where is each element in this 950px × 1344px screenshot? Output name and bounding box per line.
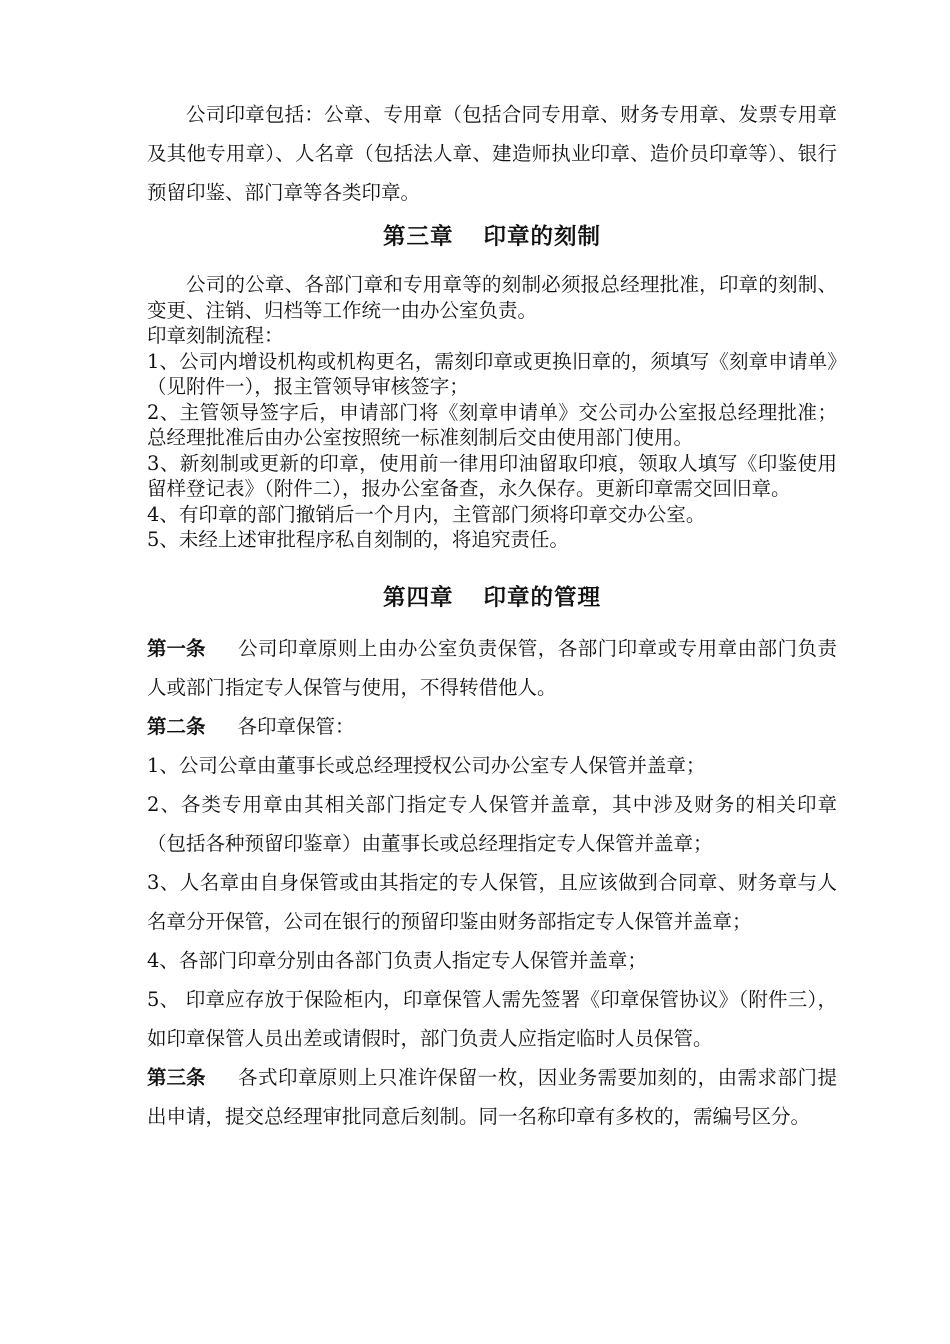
article-3-text: 各式印章原则上只准许保留一枚，因业务需要加刻的，由需求部门提出申请，提交总经理审批同意后刻制。同一名称印章有多枚的，需编号区分。 [147,1066,837,1128]
process-item-2: 2、主管领导签字后，申请部门将《刻章申请单》交公司办公室报总经理批准；总经理批准后由办公室按照统一标准刻制后交由使用部门使用。 [147,400,837,449]
process-item-4: 4、有印章的部门撤销后一个月内，主管部门须将印章交办公室。 [147,502,706,526]
chapter-3-title: 印章的刻制 [483,224,602,250]
process-item-5: 5、未经上述审批程序私自刻制的，将追究责任。 [147,528,569,551]
seal-types-section [147,95,837,212]
article-1-text: 公司印章原则上由办公室负责保管，各部门印章或专用章由部门负责人或部门指定专人保管与使用，不得转借他人。 [147,637,837,699]
custody-item-2: 2、各类专用章由其相关部门指定专人保管并盖章，其中涉及财务的相关印章（包括各种预留印鉴章）由董事长或总经理指定专人保管并盖章； [147,793,837,855]
chapter-3-body [147,272,837,553]
custody-item-4: 4、各部门印章分别由各部门负责人指定专人保管并盖章； [147,949,647,972]
chapter-3-intro: 公司的公章、各部门章和专用章等的刻制必须报总经理批准，印章的刻制、变更、注销、归档等工作统一由办公室负责。 [147,273,837,322]
process-label: 印章刻制流程： [147,324,284,347]
article-1 [147,629,837,707]
article-2-label: 第二条 [147,715,206,738]
seal-types-paragraph: 公司印章包括：公章、专用章（包括合同专用章、财务专用章、发票专用章及其他专用章）、人名章（包括法人章、建造师执业印章、造价员印章等）、银行预留印鉴、部门章等各类印章。 [147,103,837,204]
custody-item-3: 3、人名章由自身保管或由其指定的专人保管，且应该做到合同章、财务章与人名章分开保管，公司在银行的预留印鉴由财务部指定专人保管并盖章； [147,871,837,933]
chapter-4-title: 印章的管理 [483,585,602,611]
article-3 [147,1058,837,1136]
process-item-1: 1、公司内增设机构或机构更名，需刻印章或更换旧章的，须填写《刻章申请单》（见附件一），报主管领导审核签字； [147,349,837,398]
chapter-3-number: 第三章 [382,224,454,250]
article-3-label: 第三条 [147,1066,206,1089]
article-2 [147,707,837,746]
chapter-3-heading [147,222,837,252]
process-item-3: 3、新刻制或更新的印章，使用前一律用印油留取印痕，领取人填写《印鉴使用留样登记表》（附件二），报办公室备查，永久保存。更新印章需交回旧章。 [147,451,837,500]
custody-item-1: 1、公司公章由董事长或总经理授权公司办公室专人保管并盖章； [147,754,706,777]
chapter-4-heading [147,583,837,613]
article-1-label: 第一条 [147,637,206,660]
custody-item-5: 5、 印章应存放于保险柜内，印章保管人需先签署《印章保管协议》（附件三）， 如印章保管人员出差或请假时，部门负责人应指定临时人员保管。 [147,988,837,1050]
chapter-4-body [147,629,837,1136]
chapter-4-number: 第四章 [382,585,454,611]
article-2-text: 各印章保管： [237,715,355,738]
